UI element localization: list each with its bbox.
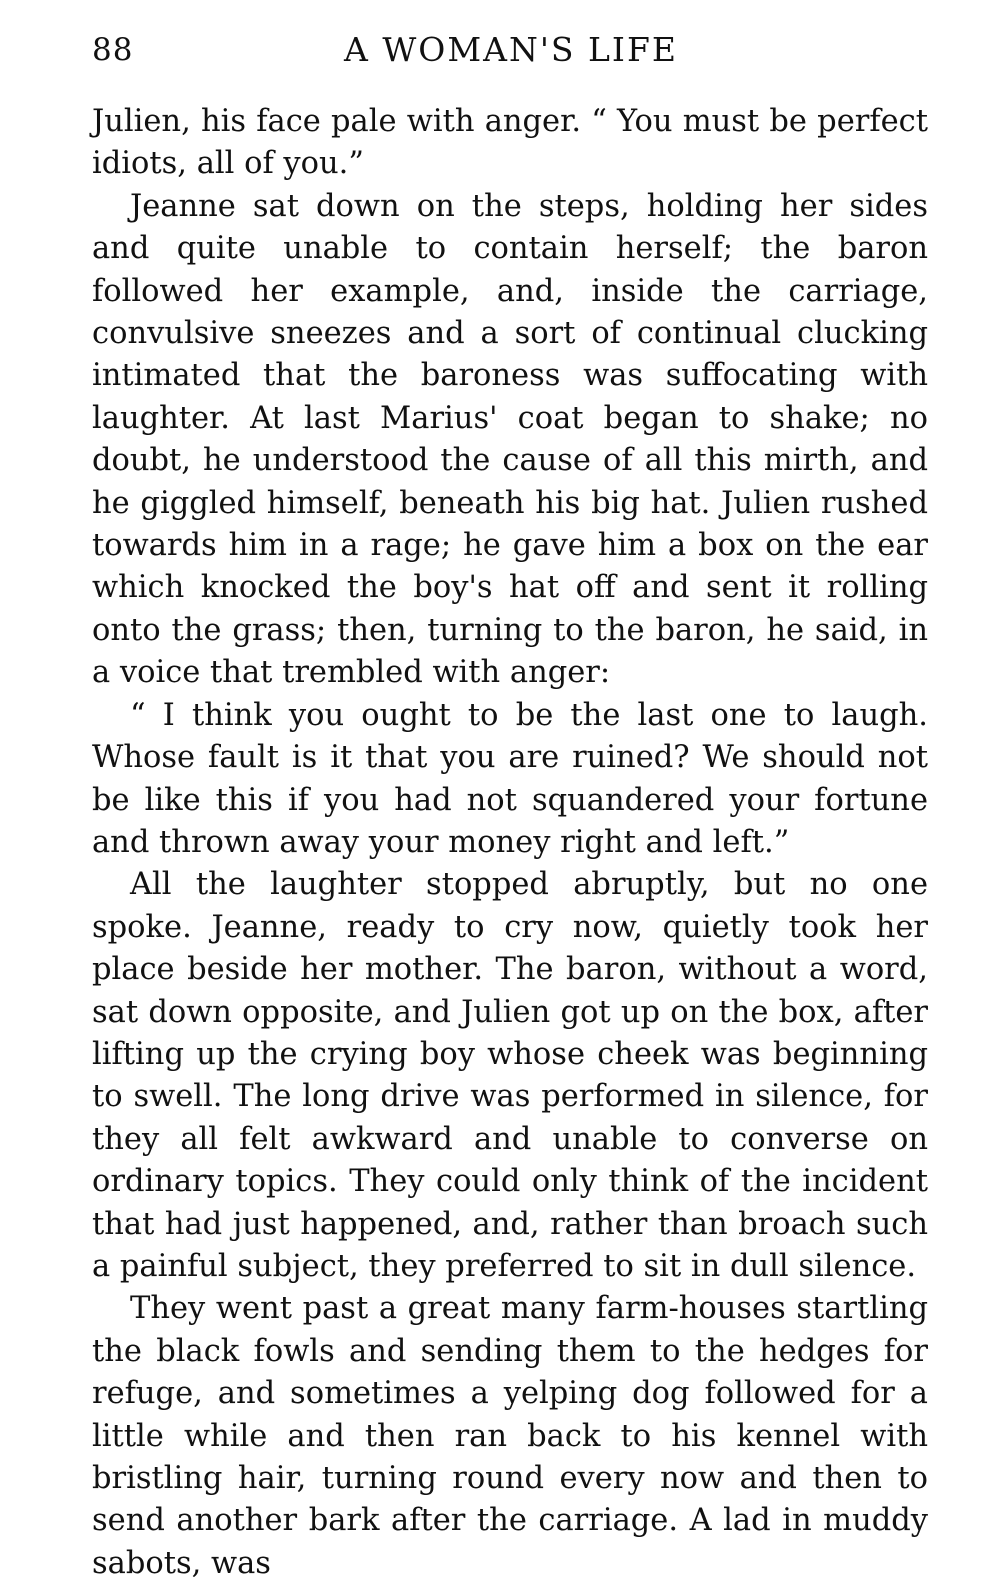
paragraph-3: “ I think you ought to be the last one to laugh. Whose fault is it that you are ruined? We should not be like this if you had not squandered your fortune and thrown away your money right and left.”	[92, 697, 928, 860]
page-header	[92, 26, 930, 86]
paragraph-2: Jeanne sat down on the steps, holding her sides and quite unable to contain herself; the baron followed her example, and, inside the carriage, convulsive sneezes and a sort of continual clucking intimated that the baroness was suffocating with laughter. At last Marius' coat began to shake; no doubt, he understood the cause of all this mirth, and he giggled himself, beneath his big hat. Julien rushed towards him in a rage; he gave him a box on the ear which knocked the boy's hat off and sent it rolling onto the grass; then, turning to the baron, he said, in a voice that trembled with anger:	[92, 188, 928, 691]
page-number: 88	[92, 32, 134, 68]
running-title: A WOMAN'S LIFE	[344, 30, 678, 69]
paragraph-4: All the laughter stopped abruptly, but no one spoke. Jeanne, ready to cry now, quietly took her place beside her mother. The baron, without a word, sat down opposite, and Julien got up on the box, after lifting up the crying boy whose cheek was beginning to swell. The long drive was performed in silence, for they all felt awkward and unable to converse on ordinary topics. They could only think of the incident that had just happened, and, rather than broach such a painful subject, they preferred to sit in dull silence.	[92, 867, 928, 1284]
paragraph-1: Julien, his face pale with anger. “ You must be perfect idiots, all of you.”	[92, 104, 928, 182]
body-text	[92, 101, 928, 1585]
paragraph-5: They went past a great many farm-houses startling the black fowls and sending them to the hedges for refuge, and sometimes a yelping dog followed for a little while and then ran back to his kennel with bristling hair, turning round every now and then to send another bark after the carriage. A lad in muddy sabots, was	[92, 1291, 928, 1581]
